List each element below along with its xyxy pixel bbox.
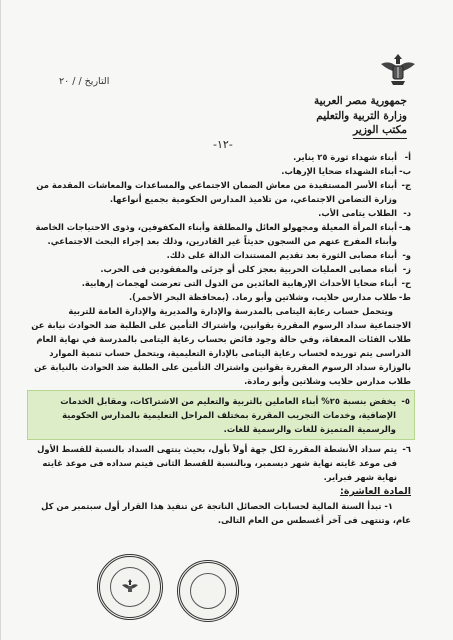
list-text: طلاب مدارس حلايب، وشلاتين وأبو رماد. (بمحافظة البحر الأحمر). xyxy=(129,292,397,302)
page-number: -١٢- xyxy=(213,138,233,151)
clause-text: يتم سداد الأنشطة المقررة لكل جهة أولاً بأول، بحيث ينتهى السداد بالنسبة للقسط الأول فى موعد غايته نهاية شهر ديسمبر، وبالنسبة للقسط الثانى فيتم سداده فى موعد غايته نهاية شهر فبراير. xyxy=(37,444,397,482)
list-item xyxy=(31,150,411,164)
office-stamp xyxy=(177,560,239,622)
clause-marker: ٦- xyxy=(402,444,411,454)
list-text: أبناء شهداء ثورة ٢٥ يناير. xyxy=(293,152,397,162)
list-marker: د- xyxy=(403,208,411,218)
list-item xyxy=(31,178,411,206)
list-item xyxy=(31,248,411,262)
list-marker: و- xyxy=(402,250,411,260)
list-item xyxy=(31,262,411,276)
list-item xyxy=(31,164,411,178)
list-item xyxy=(31,290,411,304)
ministry-office: مكتب الوزير xyxy=(353,123,407,139)
list-marker: ط- xyxy=(398,292,411,302)
paragraph-funding: ويتحمل حساب رعاية اليتامى بالمدرسة والإدارة والمديرية والإدارة العامة للتربية الاجتماعية سداد الرسوم المقررة بقوانين، واشتراك التأمين على الطلبة ضد الحوادث نيابة عن طلاب الفئات المعفاة، وفي حالة وجود فائض بحساب رعاية اليتامى بالمدرسة في نهاية العام الدراسى يتم توريده لحساب رعاية اليتامى بالإدارة التعليمية، ويتحمل حساب تنمية الموارد بالوزارة سداد الرسوم المقررة بقوانين واشتراك التأمين على الطلبة ضد الحوادث بالنيابة عن طلاب مدارس حلايب وشلاتين وأبو رمادة. xyxy=(31,306,411,386)
clause-text: يخفض بنسبة ٢٥% أبناء العاملين بالتربية والتعليم من الاشتراكات، ومقابل الخدمات الإضافية، وخدمات التجريب المقررة بمختلف المراحل التعليمية بالمدارس الحكومية والرسمية المتميزة للغات والرسمية للغات. xyxy=(60,396,396,434)
list-item xyxy=(31,206,411,220)
ministry-line-name: وزارة التربية والتعليم xyxy=(316,109,407,122)
ministry-header xyxy=(314,94,407,139)
list-marker: ح- xyxy=(401,278,411,288)
list-text: أبناء ضحايا الأحداث الإرهابية العائدين من الدول التى تعرضت لهجمات إرهابية. xyxy=(81,278,397,288)
eagle-emblem-icon xyxy=(379,50,417,90)
date-line: التاريخ / / ٢٠ xyxy=(59,76,110,87)
list-text: أبناء مصابى الثورة بعد تقديم المستندات الدالة على ذلك. xyxy=(166,250,397,260)
list-item xyxy=(31,276,411,290)
list-text: أبناء المرأة المعيلة ومجهولو العائل والمطلقة وأبناء المكفوفين، وذوى الاحتياجات الخاصة وأبناء المفرج عنهم من السجون حديثاً غير القادرين، وذلك بعد إجراء البحث الاجتماعي. xyxy=(35,222,397,246)
list-text: أبناء الشهداء ضحايا الإرهاب. xyxy=(281,166,397,176)
clause-item xyxy=(31,442,411,484)
article-text: ١- تبدأ السنة المالية لحسابات الحصائل الناتجة عن تنفيذ هذا القرار أول سبتمبر من كل عام، وتنتهى فى آخر أغسطس من العام التالى. xyxy=(41,501,411,525)
ministry-line-country: جمهورية مصر العربية xyxy=(314,95,407,107)
list-text: أبناء مصابى العمليات الحربية بعجز كلى أو جزئى والمفقودين فى الحرب. xyxy=(100,264,397,274)
list-marker: أ- xyxy=(404,152,411,162)
eagle-seal-icon xyxy=(120,577,140,597)
list-marker: ز- xyxy=(402,264,411,274)
highlighted-clause xyxy=(27,390,415,440)
list-text: أبناء الأسر المستفيدة من معاش الضمان الاجتماعي والمساعدات والمعاشات المقدمة من وزارة التضامن الاجتماعي، من تلاميذ المدارس الحكومية بجميع أنواعها. xyxy=(36,180,397,204)
stamp-inner-ring xyxy=(190,573,226,609)
list-text: الطلاب يتامى الأب. xyxy=(318,208,397,218)
list-marker: هـ- xyxy=(398,222,411,232)
official-seal-stamp xyxy=(97,554,163,620)
clause-marker: ٥- xyxy=(401,396,410,406)
list-marker: ب- xyxy=(399,166,411,176)
article-heading: المادة العاشرة: xyxy=(340,486,411,497)
document-body xyxy=(31,150,411,527)
list-marker: ج- xyxy=(401,180,411,190)
list-item xyxy=(31,220,411,248)
